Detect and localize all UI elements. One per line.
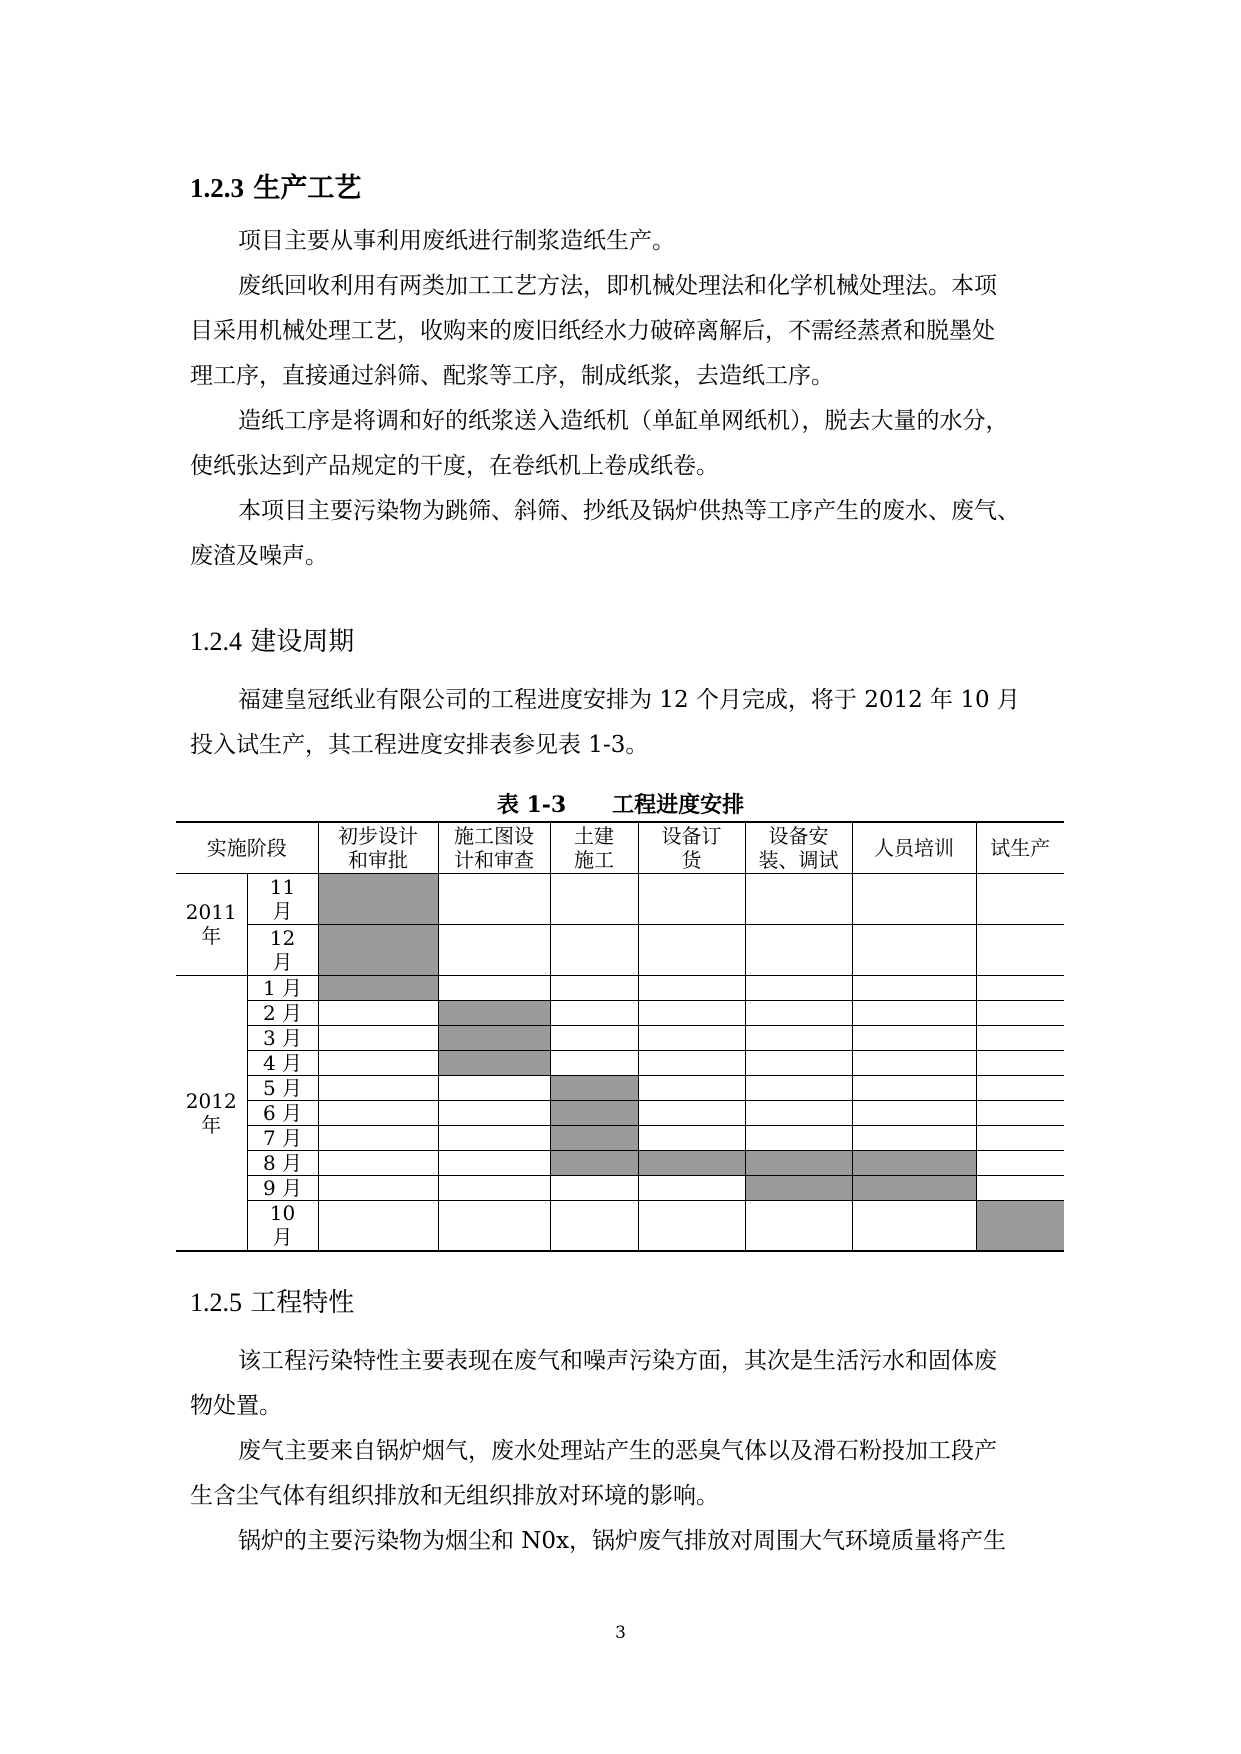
table-row bbox=[176, 1100, 1064, 1125]
cell-text: 人员培训 bbox=[874, 835, 954, 860]
schedule-cell bbox=[976, 1125, 1064, 1150]
schedule-cell bbox=[976, 1075, 1064, 1100]
schedule-cell bbox=[550, 1000, 638, 1025]
schedule-cell bbox=[852, 873, 976, 924]
schedule-cell-active bbox=[745, 1175, 852, 1200]
schedule-cell bbox=[318, 1125, 438, 1150]
table-row bbox=[176, 1000, 1064, 1025]
column-header bbox=[745, 822, 852, 873]
schedule-cell bbox=[318, 1075, 438, 1100]
schedule-cell bbox=[852, 975, 976, 1000]
cell-text: 装、调试 bbox=[758, 847, 839, 872]
cell-text: 施工 bbox=[574, 847, 614, 872]
paragraph-line: 物处置。 bbox=[190, 1393, 282, 1419]
column-header bbox=[976, 822, 1064, 873]
table-row bbox=[176, 975, 1064, 1000]
cell-text: 5 月 bbox=[262, 1075, 303, 1100]
schedule-cell bbox=[976, 1000, 1064, 1025]
paragraph-line: 投入试生产，其工程进度安排表参见表 1-3。 bbox=[190, 732, 649, 758]
schedule-cell bbox=[438, 1125, 550, 1150]
paragraph-1 bbox=[190, 219, 1070, 264]
schedule-cell bbox=[745, 1050, 852, 1075]
month-cell bbox=[247, 1100, 318, 1125]
table-row bbox=[176, 873, 1064, 924]
section-number: 1.2.4 bbox=[190, 627, 242, 656]
table-row bbox=[176, 1200, 1064, 1251]
cell-text: 月 bbox=[272, 1225, 293, 1250]
section-number: 1.2.3 bbox=[190, 173, 244, 203]
schedule-cell bbox=[318, 1175, 438, 1200]
schedule-cell-active bbox=[318, 975, 438, 1000]
year-cell bbox=[176, 873, 247, 975]
header-stage: 实施阶段 bbox=[176, 822, 318, 873]
paragraph-7 bbox=[190, 1429, 1070, 1519]
cell-text: 12 bbox=[269, 925, 296, 950]
schedule-cell bbox=[745, 975, 852, 1000]
paragraph-line: 项目主要从事利用废纸进行制浆造纸生产。 bbox=[238, 228, 675, 254]
schedule-cell bbox=[318, 1050, 438, 1075]
section-heading-1-2-3 bbox=[190, 166, 361, 205]
paragraph-line: 使纸张达到产品规定的干度，在卷纸机上卷成纸卷。 bbox=[190, 453, 719, 479]
schedule-cell bbox=[745, 873, 852, 924]
schedule-cell-active bbox=[745, 1150, 852, 1175]
schedule-cell-active bbox=[550, 1125, 638, 1150]
schedule-cell bbox=[976, 1025, 1064, 1050]
cell-text: 1 月 bbox=[262, 975, 303, 1000]
schedule-cell bbox=[976, 1175, 1064, 1200]
schedule-cell bbox=[745, 1025, 852, 1050]
schedule-cell bbox=[318, 1200, 438, 1251]
schedule-cell bbox=[976, 1100, 1064, 1125]
table-caption: 表 1-3 工程进度安排 bbox=[496, 792, 745, 818]
paragraph-2 bbox=[190, 264, 1070, 399]
month-cell bbox=[247, 975, 318, 1000]
month-cell bbox=[247, 1150, 318, 1175]
cell-text: 设备安 bbox=[768, 823, 829, 848]
cell-text: 4 月 bbox=[262, 1050, 303, 1075]
cell-text: 和审批 bbox=[348, 847, 408, 872]
table-row bbox=[176, 924, 1064, 975]
schedule-cell bbox=[852, 1025, 976, 1050]
schedule-cell bbox=[745, 1075, 852, 1100]
cell-text: 3 月 bbox=[262, 1025, 303, 1050]
column-header bbox=[852, 822, 976, 873]
schedule-cell bbox=[745, 924, 852, 975]
schedule-cell bbox=[638, 1175, 745, 1200]
schedule-cell bbox=[745, 1000, 852, 1025]
schedule-cell bbox=[438, 1200, 550, 1251]
schedule-cell bbox=[550, 975, 638, 1000]
section-title: 生产工艺 bbox=[253, 173, 362, 204]
cell-text: 2012 bbox=[185, 1088, 237, 1113]
paragraph-line: 理工序，直接通过斜筛、配浆等工序，制成纸浆，去造纸工序。 bbox=[190, 363, 834, 389]
schedule-cell bbox=[638, 1200, 745, 1251]
schedule-cell bbox=[438, 1075, 550, 1100]
schedule-cell-active bbox=[438, 1050, 550, 1075]
schedule-cell bbox=[638, 924, 745, 975]
column-header bbox=[318, 822, 438, 873]
paragraph-line: 该工程污染特性主要表现在废气和噪声污染方面，其次是生活污水和固体废 bbox=[238, 1348, 997, 1374]
paragraph-line: 本项目主要污染物为跳筛、斜筛、抄纸及锅炉供热等工序产生的废水、废气、 bbox=[238, 498, 1020, 524]
month-cell bbox=[247, 873, 318, 924]
cell-text: 8 月 bbox=[262, 1150, 303, 1175]
schedule-cell bbox=[438, 975, 550, 1000]
schedule-cell-active bbox=[852, 1175, 976, 1200]
paragraph-line: 生含尘气体有组织排放和无组织排放对环境的影响。 bbox=[190, 1483, 719, 1509]
schedule-cell bbox=[550, 924, 638, 975]
schedule-cell bbox=[976, 1150, 1064, 1175]
schedule-cell bbox=[852, 1050, 976, 1075]
cell-text: 货 bbox=[681, 847, 702, 872]
cell-text: 月 bbox=[272, 898, 293, 923]
month-cell bbox=[247, 1075, 318, 1100]
month-cell bbox=[247, 1050, 318, 1075]
schedule-cell-active bbox=[318, 873, 438, 924]
table-row bbox=[176, 1175, 1064, 1200]
cell-text: 设备订 bbox=[661, 823, 722, 848]
schedule-cell bbox=[638, 1000, 745, 1025]
table-row bbox=[176, 1125, 1064, 1150]
paragraph-line: 福建皇冠纸业有限公司的工程进度安排为 12 个月完成，将于 2012 年 10 月 bbox=[238, 687, 1020, 713]
schedule-cell bbox=[438, 1100, 550, 1125]
schedule-cell bbox=[438, 873, 550, 924]
schedule-cell-active bbox=[550, 1075, 638, 1100]
cell-text: 7 月 bbox=[262, 1125, 303, 1150]
paragraph-line: 废气主要来自锅炉烟气，废水处理站产生的恶臭气体以及滑石粉投加工段产 bbox=[238, 1438, 997, 1464]
schedule-cell bbox=[638, 1075, 745, 1100]
month-cell bbox=[247, 1025, 318, 1050]
section-number: 1.2.5 bbox=[190, 1288, 242, 1317]
paragraph-line: 废渣及噪声。 bbox=[190, 543, 328, 569]
table-header-row bbox=[176, 822, 1064, 873]
cell-text: 计和审查 bbox=[454, 847, 534, 872]
paragraph-4 bbox=[190, 489, 1070, 579]
schedule-cell bbox=[852, 1000, 976, 1025]
schedule-cell bbox=[852, 924, 976, 975]
schedule-cell bbox=[745, 1200, 852, 1251]
schedule-cell bbox=[550, 1175, 638, 1200]
schedule-cell bbox=[638, 1050, 745, 1075]
cell-text: 年 bbox=[201, 924, 222, 948]
month-cell bbox=[247, 1200, 318, 1251]
cell-text: 施工图设 bbox=[454, 823, 534, 848]
column-header bbox=[438, 822, 550, 873]
schedule-cell bbox=[852, 1075, 976, 1100]
cell-text: 2011 bbox=[185, 900, 237, 924]
paragraph-5 bbox=[190, 678, 1070, 768]
month-cell bbox=[247, 1000, 318, 1025]
schedule-cell bbox=[976, 924, 1064, 975]
paragraph-3 bbox=[190, 399, 1070, 489]
cell-text: 2 月 bbox=[262, 1000, 303, 1025]
paragraph-line: 目采用机械处理工艺，收购来的废旧纸经水力破碎离解后，不需经蒸煮和脱墨处 bbox=[190, 318, 995, 344]
section-title: 工程特性 bbox=[250, 1288, 355, 1318]
month-cell bbox=[247, 1125, 318, 1150]
schedule-cell bbox=[318, 1025, 438, 1050]
schedule-cell-active bbox=[438, 1025, 550, 1050]
cell-text: 年 bbox=[201, 1112, 222, 1137]
cell-text: 初步设计 bbox=[338, 823, 418, 848]
column-header bbox=[638, 822, 745, 873]
cell-text: 土建 bbox=[574, 823, 614, 848]
page-number: 3 bbox=[615, 1623, 626, 1643]
schedule-cell bbox=[438, 1150, 550, 1175]
schedule-cell bbox=[438, 924, 550, 975]
cell-text: 试生产 bbox=[990, 835, 1051, 860]
schedule-cell bbox=[852, 1125, 976, 1150]
paragraph-line: 锅炉的主要污染物为烟尘和 N0x，锅炉废气排放对周围大气环境质量将产生 bbox=[238, 1528, 1007, 1554]
schedule-cell-active bbox=[438, 1000, 550, 1025]
schedule-cell bbox=[550, 873, 638, 924]
schedule-cell-active bbox=[852, 1150, 976, 1175]
schedule-cell-active bbox=[638, 1150, 745, 1175]
schedule-cell bbox=[976, 975, 1064, 1000]
column-header bbox=[550, 822, 638, 873]
schedule-cell bbox=[438, 1175, 550, 1200]
cell-text: 月 bbox=[272, 949, 293, 974]
schedule-cell-active bbox=[976, 1200, 1064, 1251]
paragraph-line: 造纸工序是将调和好的纸浆送入造纸机（单缸单网纸机），脱去大量的水分， bbox=[238, 408, 1009, 434]
year-cell bbox=[176, 975, 247, 1251]
schedule-cell bbox=[638, 873, 745, 924]
schedule-cell bbox=[550, 1025, 638, 1050]
schedule-cell bbox=[976, 1050, 1064, 1075]
table-row bbox=[176, 1150, 1064, 1175]
schedule-cell-active bbox=[550, 1100, 638, 1125]
cell-text: 6 月 bbox=[262, 1100, 303, 1125]
schedule-cell-active bbox=[550, 1150, 638, 1175]
cell-text: 10 bbox=[269, 1201, 296, 1226]
table-row bbox=[176, 1075, 1064, 1100]
schedule-cell bbox=[745, 1125, 852, 1150]
schedule-cell bbox=[318, 1150, 438, 1175]
schedule-cell bbox=[318, 1000, 438, 1025]
table-row bbox=[176, 1050, 1064, 1075]
section-heading-1-2-5 bbox=[190, 1282, 354, 1319]
month-cell bbox=[247, 924, 318, 975]
schedule-cell-active bbox=[318, 924, 438, 975]
schedule-cell bbox=[638, 1025, 745, 1050]
schedule-cell bbox=[638, 1125, 745, 1150]
schedule-cell bbox=[550, 1200, 638, 1251]
paragraph-6 bbox=[190, 1339, 1070, 1429]
section-title: 建设周期 bbox=[250, 627, 355, 657]
cell-text: 9 月 bbox=[262, 1175, 303, 1200]
paragraph-8 bbox=[190, 1519, 1070, 1564]
schedule-cell bbox=[318, 1100, 438, 1125]
table-row bbox=[176, 1025, 1064, 1050]
section-heading-1-2-4 bbox=[190, 621, 354, 658]
schedule-cell bbox=[976, 873, 1064, 924]
schedule-cell bbox=[852, 1200, 976, 1251]
month-cell bbox=[247, 1175, 318, 1200]
schedule-cell bbox=[638, 1100, 745, 1125]
schedule-cell bbox=[852, 1100, 976, 1125]
paragraph-line: 废纸回收利用有两类加工工艺方法，即机械处理法和化学机械处理法。本项 bbox=[238, 273, 997, 299]
schedule-cell bbox=[745, 1100, 852, 1125]
schedule-cell bbox=[550, 1050, 638, 1075]
schedule-cell bbox=[638, 975, 745, 1000]
cell-text: 11 bbox=[269, 874, 296, 899]
schedule-table bbox=[176, 821, 1064, 1252]
